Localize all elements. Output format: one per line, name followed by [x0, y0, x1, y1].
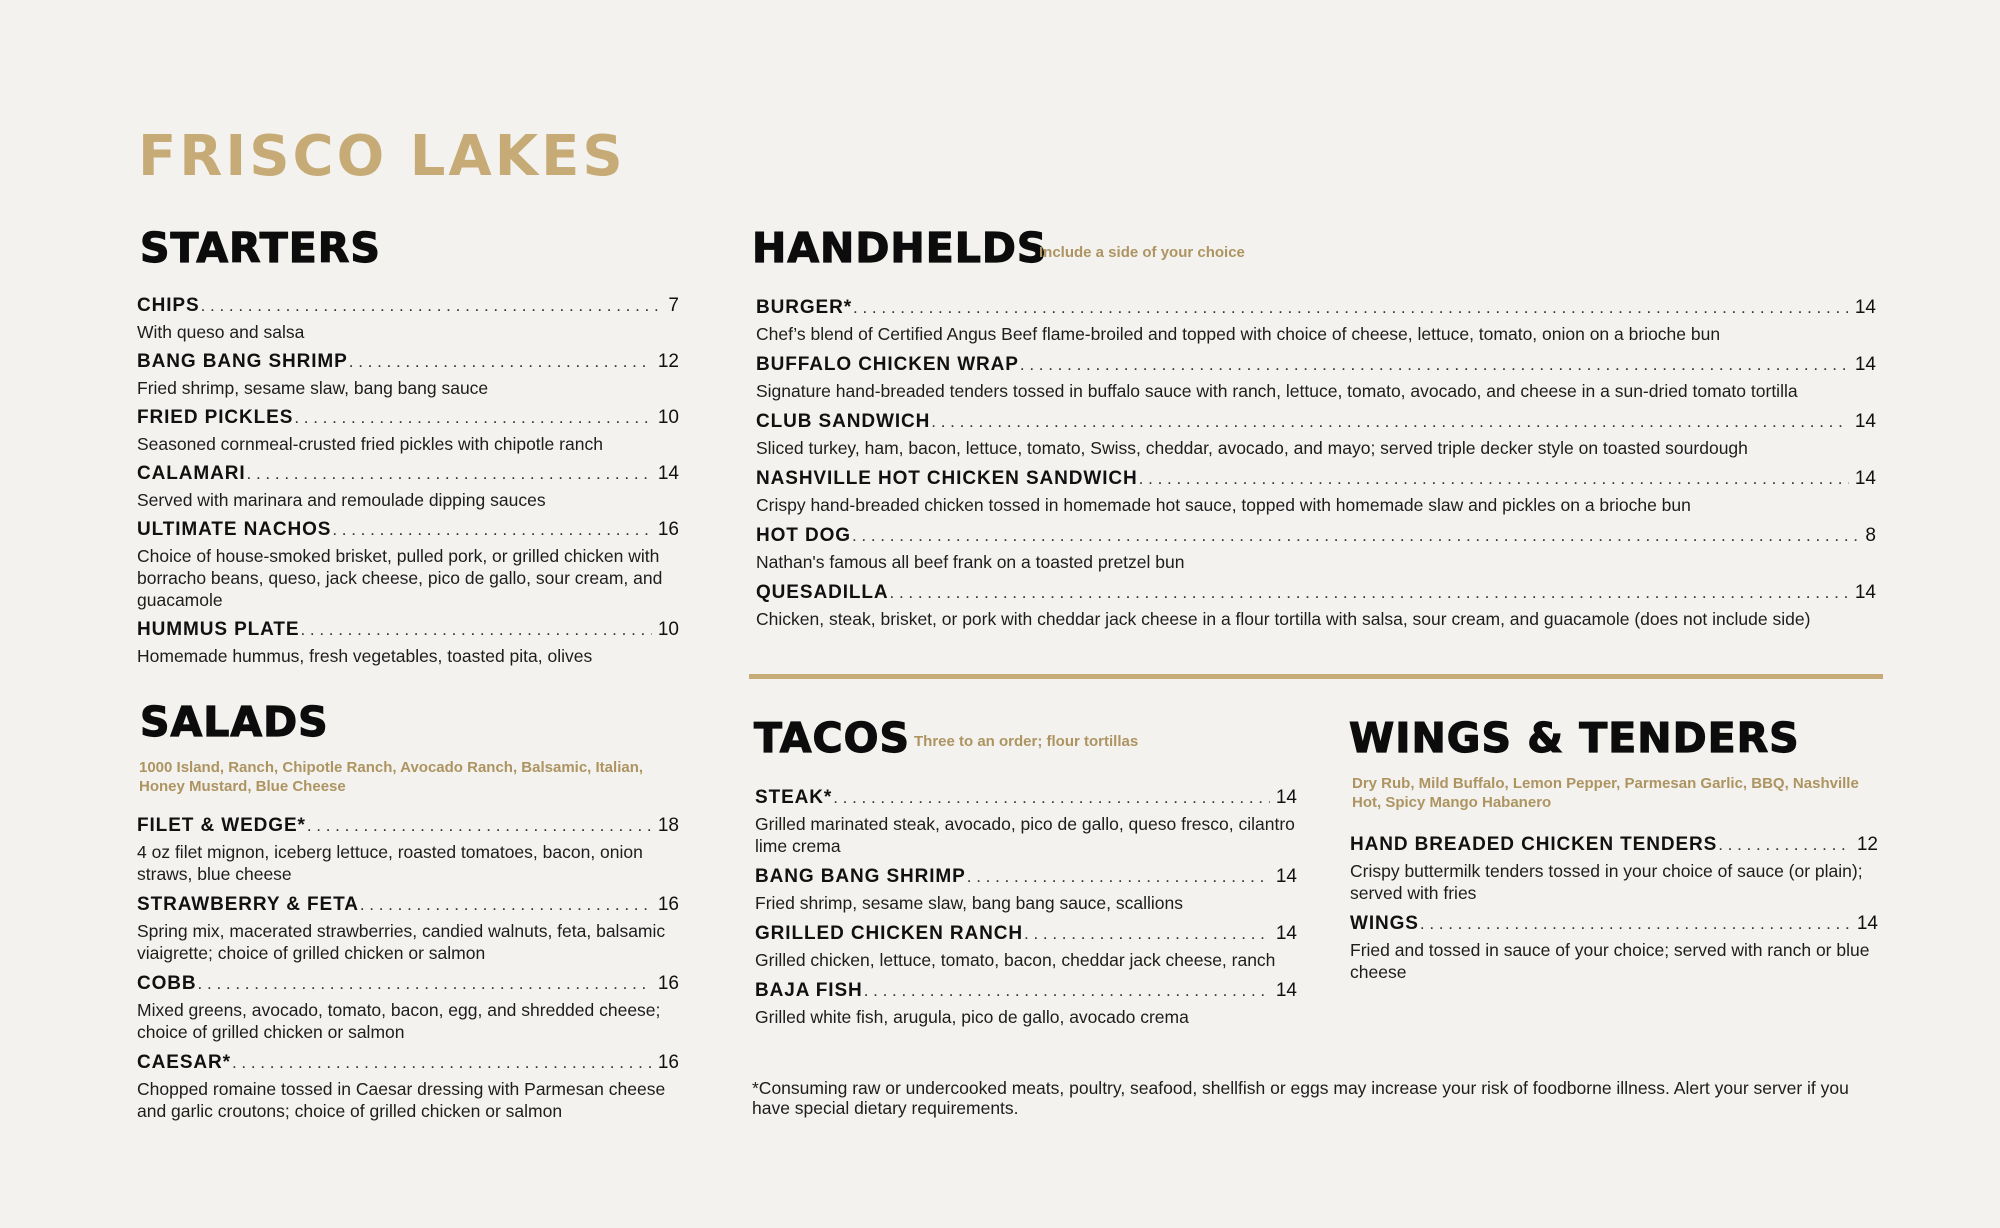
menu-item-price: 16	[657, 519, 679, 540]
menu-item-price: 10	[657, 407, 679, 428]
menu-item-price: 8	[1865, 525, 1876, 546]
menu-item-description: Crispy hand-breaded chicken tossed in homemade hot sauce, topped with homemade slaw and pickles on a brioche bun	[756, 495, 1691, 515]
menu-item-row	[137, 294, 679, 318]
tacos-list	[755, 786, 1297, 1028]
menu-item-name: STRAWBERRY & FETA	[137, 894, 359, 915]
menu-item-price: 10	[657, 619, 679, 640]
menu-item-price: 14	[1854, 354, 1876, 375]
menu-item	[755, 786, 1297, 857]
menu-item	[137, 1051, 679, 1122]
menu-item-row	[137, 814, 679, 838]
menu-item-name: BAJA FISH	[755, 980, 863, 1001]
menu-item-name: NASHVILLE HOT CHICKEN SANDWICH	[756, 468, 1138, 489]
menu-item-name: BANG BANG SHRIMP	[137, 351, 348, 372]
menu-item-name: CHIPS	[137, 295, 200, 316]
menu-item-price: 14	[1275, 980, 1297, 1001]
menu-item-description: Homemade hummus, fresh vegetables, toasted pita, olives	[137, 646, 593, 666]
menu-item-description: Signature hand-breaded tenders tossed in buffalo sauce with ranch, lettuce, tomato, avocado, and cheese in a sun-dried tomato tortilla	[756, 381, 1798, 401]
menu-item-name: CALAMARI	[137, 463, 246, 484]
menu-item-price: 12	[657, 351, 679, 372]
handhelds-list	[756, 296, 1876, 630]
wings-heading: WINGS & TENDERS	[1349, 714, 1800, 762]
menu-item-row	[756, 524, 1876, 548]
menu-item-name: BURGER*	[756, 297, 853, 318]
menu-item	[756, 410, 1876, 459]
dot-leader	[853, 296, 1849, 320]
menu-item-name: ULTIMATE NACHOS	[137, 519, 332, 540]
menu-item-row	[755, 786, 1297, 810]
menu-item-description: Chef’s blend of Certified Angus Beef flame-broiled and topped with choice of cheese, lettuce, tomato, onion on a brioche bun	[756, 324, 1721, 344]
menu-item	[137, 893, 679, 964]
dot-leader	[232, 1051, 652, 1075]
menu-item-row	[1350, 912, 1878, 936]
menu-item-name: FILET & WEDGE*	[137, 815, 306, 836]
menu-item-row	[137, 618, 679, 642]
menu-item-row	[137, 350, 679, 374]
dot-leader	[967, 865, 1270, 889]
menu-item-price: 16	[657, 973, 679, 994]
menu-item-price: 16	[657, 894, 679, 915]
dot-leader	[931, 410, 1849, 434]
menu-item	[1350, 833, 1878, 904]
menu-item-name: HAND BREADED CHICKEN TENDERS	[1350, 834, 1718, 855]
menu-item-name: HOT DOG	[756, 525, 851, 546]
menu-item-price: 14	[1275, 923, 1297, 944]
menu-item-description: Nathan's famous all beef frank on a toasted pretzel bun	[756, 552, 1185, 572]
menu-item-name: CAESAR*	[137, 1052, 231, 1073]
menu-item-price: 14	[1275, 866, 1297, 887]
menu-item	[137, 814, 679, 885]
menu-item-row	[756, 581, 1876, 605]
menu-item-description: Sliced turkey, ham, bacon, lettuce, tomato, Swiss, cheddar, avocado, and mayo; served triple decker style on toasted sourdough	[756, 438, 1748, 458]
menu-item-price: 7	[668, 295, 679, 316]
menu-item-description: Seasoned cornmeal-crusted fried pickles with chipotle ranch	[137, 434, 603, 454]
dot-leader	[300, 618, 651, 642]
menu-item-description: Grilled white fish, arugula, pico de gallo, avocado crema	[755, 1007, 1189, 1027]
dot-leader	[294, 406, 652, 430]
menu-item-description: Crispy buttermilk tenders tossed in your choice of sauce (or plain); served with fries	[1350, 861, 1863, 903]
menu-item-name: FRIED PICKLES	[137, 407, 294, 428]
restaurant-title: FRISCO LAKES	[138, 124, 626, 189]
menu-item-name: STEAK*	[755, 787, 833, 808]
dot-leader	[864, 979, 1270, 1003]
menu-item-row	[137, 1051, 679, 1075]
dot-leader	[852, 524, 1859, 548]
dot-leader	[1020, 353, 1849, 377]
starters-heading: STARTERS	[140, 224, 381, 272]
menu-item	[756, 296, 1876, 345]
dot-leader	[198, 972, 652, 996]
menu-item-price: 14	[657, 463, 679, 484]
dot-leader	[360, 893, 652, 917]
menu-item	[1350, 912, 1878, 983]
menu-item-description: Spring mix, macerated strawberries, candied walnuts, feta, balsamic viaigrette; choice of grilled chicken or salmon	[137, 921, 666, 963]
dot-leader	[247, 462, 652, 486]
dot-leader	[201, 294, 663, 318]
wings-list	[1350, 833, 1878, 983]
menu-item	[137, 294, 679, 343]
menu-item-row	[755, 922, 1297, 946]
menu-item-row	[137, 893, 679, 917]
salads-list	[137, 814, 679, 1122]
menu-item-name: COBB	[137, 973, 197, 994]
menu-item-row	[1350, 833, 1878, 857]
menu-item-price: 14	[1854, 297, 1876, 318]
salads-dressing-note: 1000 Island, Ranch, Chipotle Ranch, Avocado Ranch, Balsamic, Italian, Honey Mustard, Blue Cheese	[139, 759, 644, 795]
menu-item	[756, 467, 1876, 516]
menu-item-name: BANG BANG SHRIMP	[755, 866, 966, 887]
menu-item-name: BUFFALO CHICKEN WRAP	[756, 354, 1019, 375]
handhelds-note: Include a side of your choice	[1039, 244, 1245, 261]
menu-item-row	[755, 979, 1297, 1003]
handhelds-heading: HANDHELDS	[752, 224, 1048, 272]
menu-item	[755, 979, 1297, 1028]
menu-item-description: Grilled marinated steak, avocado, pico de gallo, queso fresco, cilantro lime crema	[755, 814, 1295, 856]
starters-list	[137, 294, 679, 667]
menu-item-row	[137, 406, 679, 430]
menu-item-row	[756, 353, 1876, 377]
salads-heading: SALADS	[140, 698, 329, 746]
dot-leader	[890, 581, 1849, 605]
menu-item-description: Fried and tossed in sauce of your choice; served with ranch or blue cheese	[1350, 940, 1870, 982]
menu-item-name: CLUB SANDWICH	[756, 411, 931, 432]
dot-leader	[1024, 922, 1270, 946]
menu-item-description: Choice of house-smoked brisket, pulled pork, or grilled chicken with borracho beans, queso, jack cheese, pico de gallo, sour cream, and guacamole	[137, 546, 663, 610]
menu-item-price: 14	[1275, 787, 1297, 808]
menu-item-description: With queso and salsa	[137, 322, 305, 342]
menu-item-description: Chopped romaine tossed in Caesar dressing with Parmesan cheese and garlic croutons; choice of grilled chicken or salmon	[137, 1079, 666, 1121]
menu-item	[137, 350, 679, 399]
menu-item-description: 4 oz filet mignon, iceberg lettuce, roasted tomatoes, bacon, onion straws, blue cheese	[137, 842, 643, 884]
menu-item	[756, 581, 1876, 630]
menu-item	[755, 922, 1297, 971]
food-safety-disclaimer: *Consuming raw or undercooked meats, poultry, seafood, shellfish or eggs may increase your risk of foodborne illness. Alert your server if you have special dietary requirements.	[752, 1078, 1849, 1118]
menu-item-row	[756, 296, 1876, 320]
menu-item-price: 14	[1854, 468, 1876, 489]
dot-leader	[833, 786, 1270, 810]
menu-item-row	[137, 462, 679, 486]
menu-item-description: Mixed greens, avocado, tomato, bacon, egg, and shredded cheese; choice of grilled chicken or salmon	[137, 1000, 661, 1042]
dot-leader	[1420, 912, 1851, 936]
menu-item-price: 18	[657, 815, 679, 836]
menu-item	[137, 462, 679, 511]
menu-item	[756, 353, 1876, 402]
menu-item-description: Chicken, steak, brisket, or pork with cheddar jack cheese in a flour tortilla with salsa, sour cream, and guacamole (does not include side)	[756, 609, 1811, 629]
section-divider	[749, 674, 1883, 679]
menu-item-price: 16	[657, 1052, 679, 1073]
menu-item-price: 14	[1854, 582, 1876, 603]
menu-item-description: Fried shrimp, sesame slaw, bang bang sauce	[137, 378, 489, 398]
wings-sauce-note: Dry Rub, Mild Buffalo, Lemon Pepper, Parmesan Garlic, BBQ, Nashville Hot, Spicy Mango Habanero	[1352, 775, 1859, 811]
menu-item	[137, 972, 679, 1043]
menu-item	[137, 518, 679, 611]
tacos-note: Three to an order; flour tortillas	[914, 733, 1139, 750]
menu-item	[137, 618, 679, 667]
menu-item	[137, 406, 679, 455]
menu-item-price: 12	[1856, 834, 1878, 855]
menu-item-name: WINGS	[1350, 913, 1419, 934]
menu-item-row	[137, 972, 679, 996]
menu-item-description: Grilled chicken, lettuce, tomato, bacon, cheddar jack cheese, ranch	[755, 950, 1276, 970]
tacos-heading: TACOS	[754, 714, 910, 762]
menu-item-description: Fried shrimp, sesame slaw, bang bang sauce, scallions	[755, 893, 1183, 913]
menu-item-name: HUMMUS PLATE	[137, 619, 300, 640]
menu-item-price: 14	[1856, 913, 1878, 934]
menu-item-price: 14	[1854, 411, 1876, 432]
dot-leader	[1718, 833, 1851, 857]
dot-leader	[349, 350, 652, 374]
dot-leader	[307, 814, 652, 838]
dot-leader	[332, 518, 652, 542]
menu-item-name: QUESADILLA	[756, 582, 889, 603]
menu-item-row	[137, 518, 679, 542]
menu-item-name: GRILLED CHICKEN RANCH	[755, 923, 1024, 944]
menu-item-description: Served with marinara and remoulade dipping sauces	[137, 490, 546, 510]
menu-item-row	[756, 467, 1876, 491]
menu-item	[756, 524, 1876, 573]
menu-item-row	[755, 865, 1297, 889]
menu-item	[755, 865, 1297, 914]
dot-leader	[1139, 467, 1849, 491]
menu-item-row	[756, 410, 1876, 434]
